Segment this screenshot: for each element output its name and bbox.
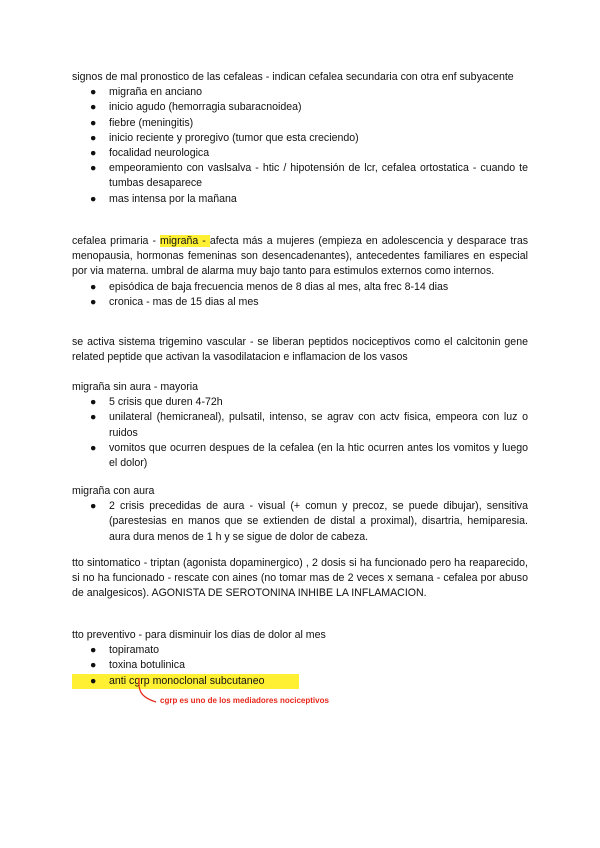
bullet-icon: ● (90, 441, 97, 454)
list-item: ● toxina botulinica (72, 658, 528, 673)
paragraph: tto sintomatico - triptan (agonista dopaminergico) , 2 dosis si ha funcionado pero ha reaparecido, si no ha funcionado - rescate con aines (no tomar mas de 2 veces x semana - cefalea por abuso de analgesicos). AGONISTA DE SEROTONINA INHIBE LA INFLAMACION. (72, 557, 528, 600)
list-item: ● mas intensa por la mañana (72, 192, 528, 207)
list-item: ● vomitos que ocurren despues de la cefalea (en la htic ocurren antes los vomitos y luego el dolor) (90, 441, 528, 470)
list-item: ● cronica - mas de 15 dias al mes (72, 295, 528, 310)
bullet-icon: ● (90, 674, 97, 687)
bullet-icon: ● (90, 116, 97, 129)
bullet-icon: ● (90, 86, 97, 99)
list-item: ● fiebre (meningitis) (72, 116, 528, 131)
paragraph: se activa sistema trigemino vascular - se liberan peptidos nociceptivos como el calcitonin gene related peptide que activan la vasodilatacion e inflamacion de los vasos (72, 336, 528, 364)
bullet-icon: ● (90, 131, 97, 144)
section-title: migraña sin aura - mayoria (72, 381, 198, 393)
list-item: ● inicio agudo (hemorragia subaracnoidea) (72, 100, 528, 115)
list-item: ● topiramato (72, 643, 528, 658)
bullet-icon: ● (90, 280, 97, 293)
paragraph: cefalea primaria - migraña - afecta más a mujeres (empieza en adolescencia y desparace tras menopausia, hormonas femeninas son desencadenantes), antecedentes familiares en especial por via materna. umbral de alarma muy bajo tanto para estimulos externos como internos. (72, 235, 529, 278)
bullet-icon: ● (90, 644, 97, 657)
bullet-icon: ● (90, 659, 97, 672)
list-item: ● unilateral (hemicraneal), pulsatil, intenso, se agrav con actv fisica, empeora con luz o ruidos (90, 411, 528, 439)
section-title: migraña con aura (72, 485, 155, 497)
bullet-icon: ● (90, 411, 97, 424)
bullet-icon: ● (90, 500, 97, 513)
bullet-icon: ● (90, 396, 97, 409)
bullet-icon: ● (90, 147, 97, 160)
bullet-icon: ● (90, 101, 97, 114)
bullet-icon: ● (90, 295, 97, 308)
bullet-icon: ● (90, 162, 97, 175)
highlighted-list-item: ● anti cgrp monoclonal subcutaneo (72, 674, 299, 689)
list-item: ● focalidad neurologica (72, 146, 528, 161)
bullet-icon: ● (90, 192, 97, 205)
section-title: signos de mal pronostico de las cefaleas - indican cefalea secundaria con otra enf subyacente (72, 71, 514, 83)
list-item: ● episódica de baja frecuencia menos de 8 dias al mes, alta frec 8-14 dias (72, 280, 528, 295)
list-item: ● inicio reciente y proregivo (tumor que esta creciendo) (72, 131, 528, 146)
list-item: ● 2 crisis precedidas de aura - visual (+ comun y precoz, se puede dibujar), sensitiva (parestesias en manos que se extienden de distal a proximal), disartria, hemiparesia. aura dura menos de 1 h y se sigue de dolor de cabeza. (90, 500, 528, 543)
list-item: ● migraña en anciano (72, 85, 528, 100)
highlighted-text: migraña - (160, 235, 210, 247)
list-item: ● empeoramiento con vaslsalva - htic / hipotensión de lcr, cefalea ortostatica - cuando te tumbas desaparece (90, 162, 528, 190)
list-item: ● 5 crisis que duren 4-72h (72, 395, 528, 410)
section-title: tto preventivo - para disminuir los dias de dolor al mes (72, 629, 326, 641)
annotation-note: cgrp es uno de los mediadores nociceptivos (160, 696, 329, 705)
